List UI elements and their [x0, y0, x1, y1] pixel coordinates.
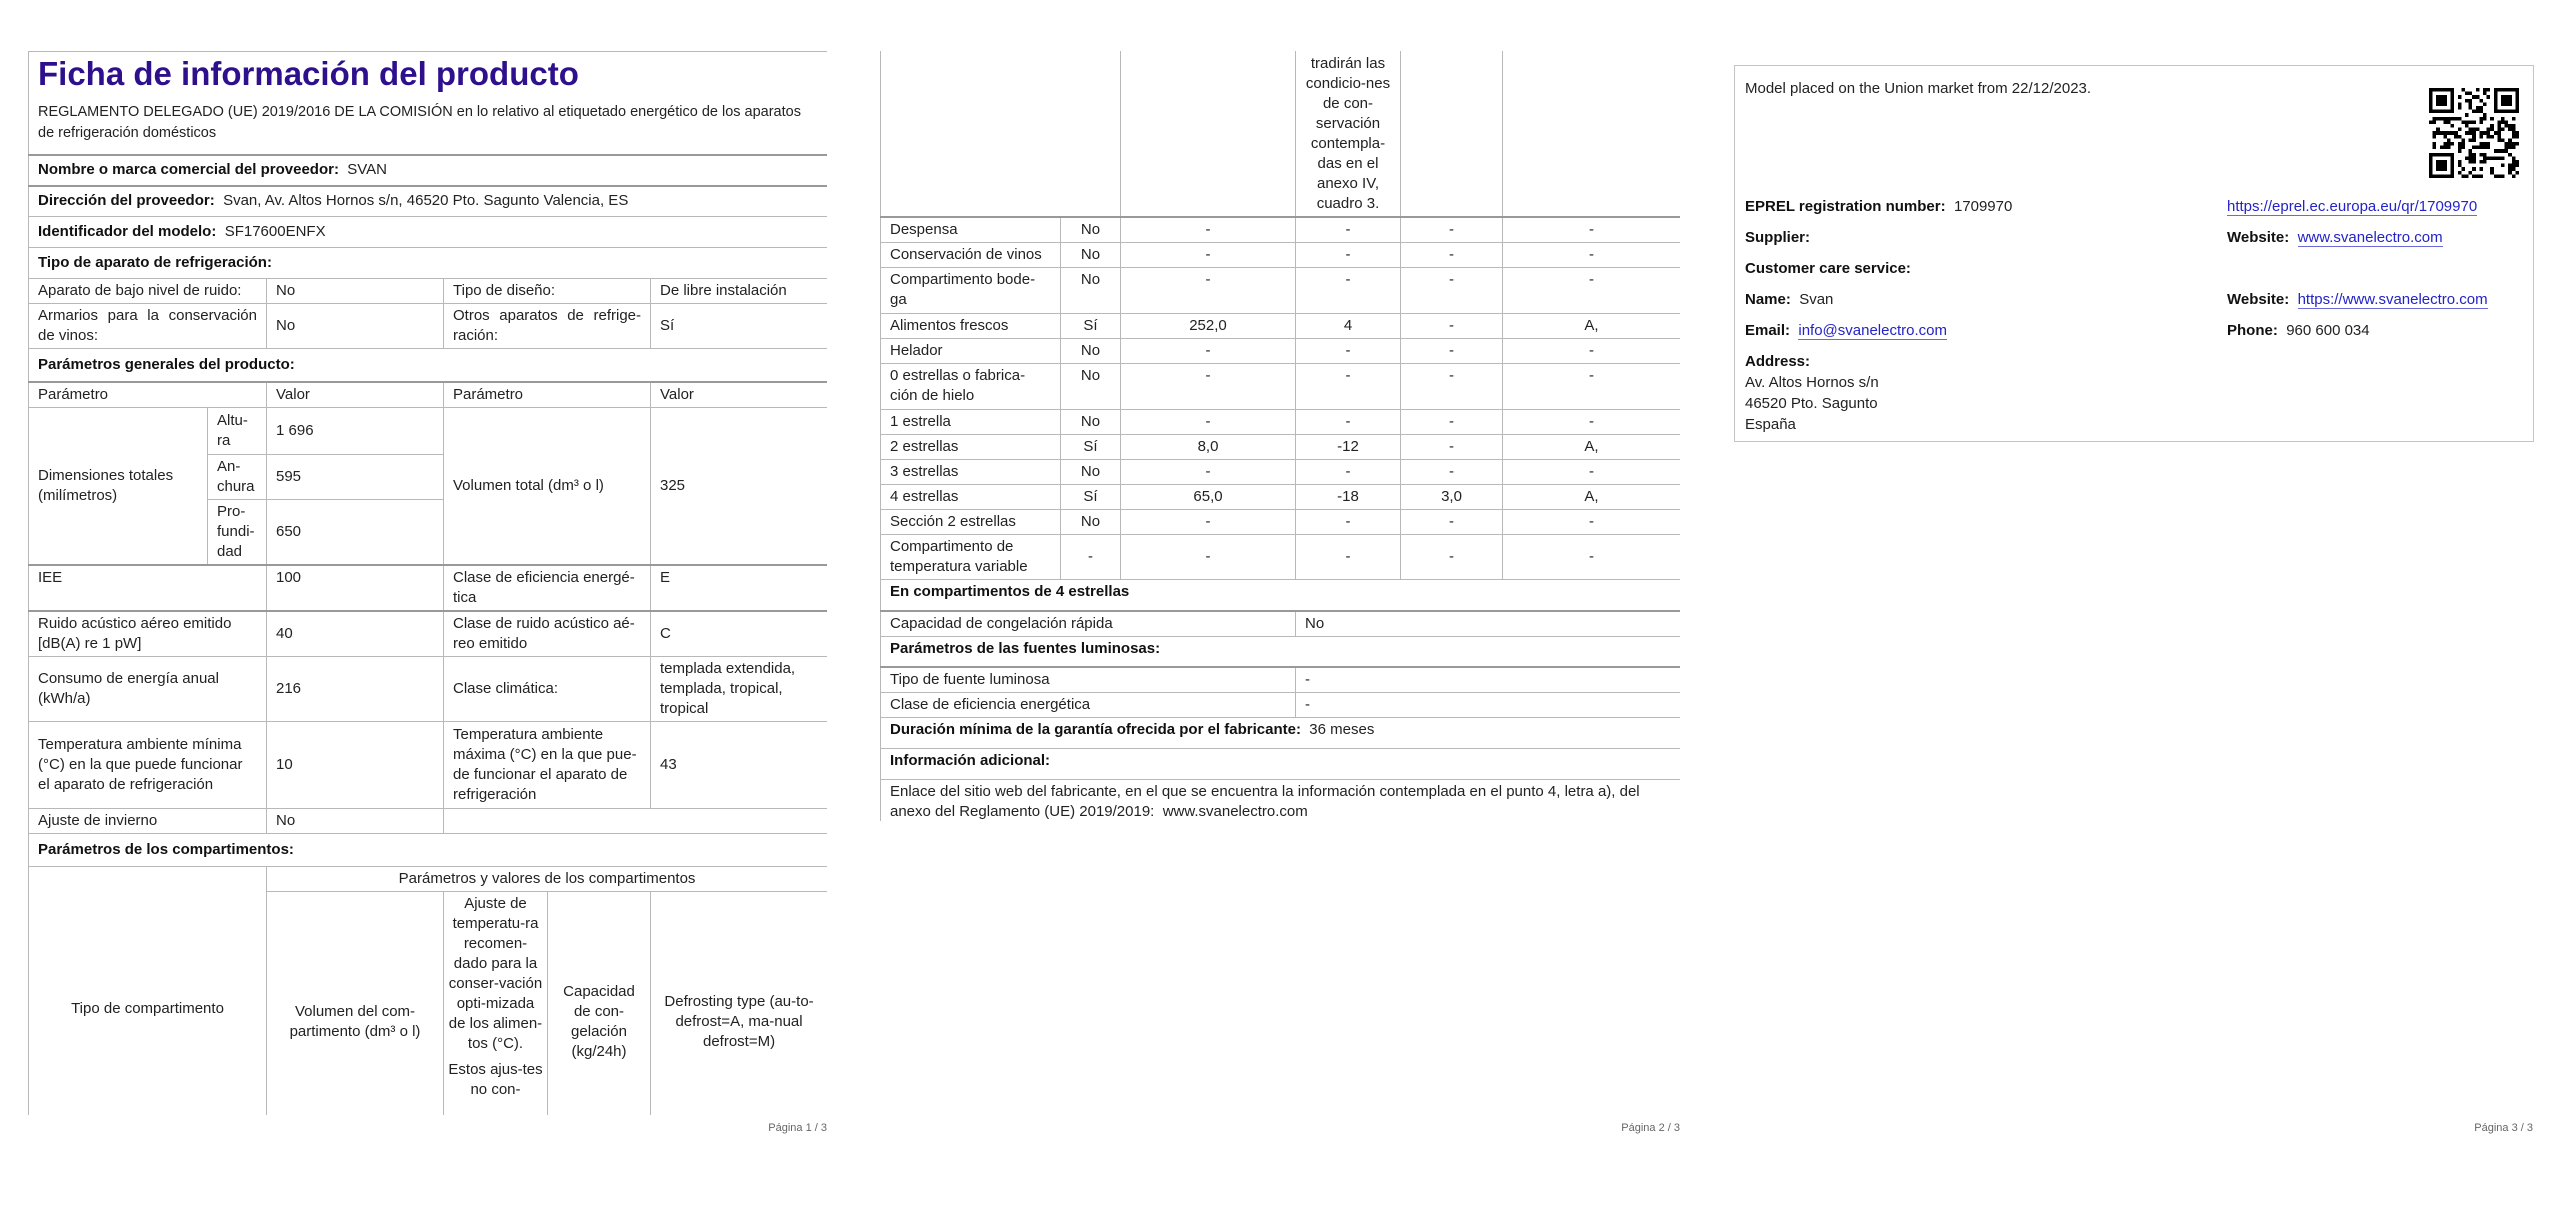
fast-freeze-label: Capacidad de congelación rápida — [881, 611, 1296, 637]
compart-params-header: Parámetros y valores de los compartimentos — [267, 867, 828, 892]
compartment-freeze: - — [1401, 339, 1503, 364]
eprel-value: 1709970 — [1953, 198, 2013, 215]
page-2 — [880, 51, 1680, 821]
noise-label: Ruido acústico aéreo emitido [dB(A) re 1 pW] — [29, 611, 267, 657]
compartment-volume: - — [1121, 535, 1296, 580]
model-value: SF17600ENFX — [224, 223, 326, 240]
compartment-name: 1 estrella — [881, 410, 1061, 435]
eei-label: IEE — [29, 565, 267, 611]
page-3-eprel-box — [1734, 65, 2534, 442]
compartment-temp: - — [1296, 268, 1401, 314]
compartment-defrost: - — [1503, 217, 1681, 243]
compartment-present: - — [1061, 535, 1121, 580]
address-value: Svan, Av. Altos Hornos s/n, 46520 Pto. Sagunto Valencia, ES — [223, 192, 629, 210]
address-line-1: Av. Altos Hornos s/n — [1745, 374, 1879, 391]
light-class-label: Clase de eficiencia energética — [881, 693, 1296, 718]
compartment-defrost: - — [1503, 339, 1681, 364]
eprel-link[interactable]: https://eprel.ec.europa.eu/qr/1709970 — [2227, 198, 2478, 215]
depth-value: 650 — [267, 499, 444, 565]
compartment-freeze: - — [1401, 510, 1503, 535]
fast-freeze-value: No — [1296, 611, 1681, 637]
compartment-row — [881, 364, 1681, 410]
energy-label: Consumo de energía anual (kWh/a) — [29, 657, 267, 722]
compartment-defrost: - — [1503, 460, 1681, 485]
compartment-defrost: - — [1503, 243, 1681, 268]
compartment-present: No — [1061, 243, 1121, 268]
compartment-volume: 65,0 — [1121, 485, 1296, 510]
page-3-footer: Página 3 / 3 — [2474, 1122, 2533, 1134]
compartment-temp: - — [1296, 339, 1401, 364]
warranty-label: Duración mínima de la garantía ofrecida por el fabricante: — [890, 721, 1301, 738]
compartment-name: Conservación de vinos — [881, 243, 1061, 268]
supplier-website-label: Website: — [2227, 229, 2290, 246]
page-2-footer: Página 2 / 3 — [1621, 1122, 1680, 1134]
compartment-volume: - — [1121, 243, 1296, 268]
compartment-freeze: - — [1401, 268, 1503, 314]
climate-value: templada extendida, templada, tropical, tropical — [651, 657, 828, 722]
care-website-link[interactable]: https://www.svanelectro.com — [2297, 291, 2488, 308]
light-class-value: - — [1296, 693, 1681, 718]
compart-temp-header-b: Estos ajus-tes no con- — [448, 1061, 543, 1098]
compartment-volume: - — [1121, 217, 1296, 243]
additional-link[interactable]: www.svanelectro.com — [1162, 803, 1308, 820]
height-value: 1 696 — [267, 407, 444, 454]
compart-type-header: Tipo de compartimento — [29, 867, 267, 1116]
compartment-name: 0 estrellas o fabrica-ción de hielo — [881, 364, 1061, 410]
other-label: Otros aparatos de refrige-ración: — [444, 304, 651, 349]
dims-label: Dimensiones totales (milímetros) — [29, 407, 208, 565]
supplier-value: SVAN — [347, 161, 388, 178]
compartment-volume: - — [1121, 268, 1296, 314]
low-noise-label: Aparato de bajo nivel de ruido: — [29, 279, 267, 304]
compartment-defrost: A, — [1503, 435, 1681, 460]
col-value: Valor — [267, 382, 444, 408]
compartment-name: 2 estrellas — [881, 435, 1061, 460]
compartments-table — [880, 51, 1680, 821]
market-date: Model placed on the Union market from 22/12/2023. — [1745, 80, 2092, 97]
compartment-volume: - — [1121, 410, 1296, 435]
address-heading: Address: — [1745, 353, 1811, 370]
compart-freeze-header: Capacidad de con-gelación (kg/24h) — [548, 892, 651, 1116]
compartment-row — [881, 217, 1681, 243]
name-label: Name: — [1745, 291, 1791, 308]
compartment-name: 4 estrellas — [881, 485, 1061, 510]
depth-label: Pro-fundi-dad — [208, 499, 267, 565]
compart-heading: Parámetros de los compartimentos: — [38, 841, 294, 858]
name-value: Svan — [1799, 291, 1834, 308]
noise-class-label: Clase de ruido acústico aé-reo emitido — [444, 611, 651, 657]
compart-temp-header-continued: tradirán las condicio-nes de con-servación contempla-das en el anexo IV, cuadro 3. — [1296, 51, 1401, 217]
compartment-temp: - — [1296, 510, 1401, 535]
general-heading: Parámetros generales del producto: — [38, 355, 295, 373]
width-label: An-chura — [208, 454, 267, 499]
col-param: Parámetro — [29, 382, 267, 408]
compartment-present: No — [1061, 339, 1121, 364]
regulation-text: REGLAMENTO DELEGADO (UE) 2019/2016 DE LA COMISIÓN en lo relativo al etiquetado energético de los aparatos de refrigeración domésticos — [38, 104, 801, 141]
compartment-freeze: - — [1401, 364, 1503, 410]
compartment-defrost: - — [1503, 268, 1681, 314]
eei-value: 100 — [267, 565, 444, 611]
additional-heading: Información adicional: — [890, 752, 1051, 769]
compartment-present: No — [1061, 364, 1121, 410]
care-website-label: Website: — [2227, 291, 2290, 308]
compartment-row — [881, 535, 1681, 580]
page-1 — [28, 51, 827, 1115]
compartment-volume: 252,0 — [1121, 314, 1296, 339]
compart-temp-header — [444, 892, 548, 1116]
compartment-temp: - — [1296, 217, 1401, 243]
compartment-defrost: - — [1503, 535, 1681, 580]
compartment-volume: - — [1121, 339, 1296, 364]
compartment-volume: 8,0 — [1121, 435, 1296, 460]
compartment-freeze: - — [1401, 243, 1503, 268]
compartment-temp: - — [1296, 410, 1401, 435]
page-1-footer: Página 1 / 3 — [768, 1122, 827, 1134]
compartment-temp: - — [1296, 243, 1401, 268]
compartment-temp: 4 — [1296, 314, 1401, 339]
eclass-label: Clase de eficiencia energé-tica — [444, 565, 651, 611]
height-label: Altu-ra — [208, 407, 267, 454]
compartment-defrost: - — [1503, 510, 1681, 535]
compartment-row — [881, 510, 1681, 535]
compartment-freeze: 3,0 — [1401, 485, 1503, 510]
address-line-3: España — [1745, 416, 1796, 433]
care-heading: Customer care service: — [1745, 260, 1911, 277]
light-heading: Parámetros de las fuentes luminosas: — [890, 639, 1161, 657]
compartment-present: No — [1061, 268, 1121, 314]
compartment-volume: - — [1121, 510, 1296, 535]
noise-class-value: C — [651, 611, 828, 657]
product-info-table — [28, 51, 827, 1115]
email-link[interactable]: info@svanelectro.com — [1798, 322, 1947, 339]
eclass-value: E — [651, 565, 828, 611]
energy-value: 216 — [267, 657, 444, 722]
address-label: Dirección del proveedor: — [38, 192, 215, 210]
compartment-defrost: - — [1503, 410, 1681, 435]
qr-code[interactable] — [2429, 88, 2519, 178]
four-star-heading: En compartimentos de 4 estrellas — [890, 583, 1130, 600]
light-type-value: - — [1296, 667, 1681, 693]
col-value-2: Valor — [651, 382, 828, 408]
compartment-present: No — [1061, 217, 1121, 243]
compartment-name: Compartimento bode-ga — [881, 268, 1061, 314]
compartment-row — [881, 314, 1681, 339]
other-value: Sí — [651, 304, 828, 349]
compartment-temp: -12 — [1296, 435, 1401, 460]
compartment-freeze: - — [1401, 460, 1503, 485]
type-heading: Tipo de aparato de refrigeración: — [38, 254, 272, 271]
tmin-value: 10 — [267, 722, 444, 809]
compart-defrost-header: Defrosting type (au-to-defrost=A, ma-nual defrost=M) — [651, 892, 828, 1116]
compartment-present: Sí — [1061, 314, 1121, 339]
compartment-freeze: - — [1401, 217, 1503, 243]
compartment-row — [881, 339, 1681, 364]
supplier-heading: Supplier: — [1745, 229, 1811, 246]
additional-text: Enlace del sitio web del fabricante, en el que se encuentra la información contemplada en el punto 4, letra a), del anexo del Reglamento (UE) 2019/2019: — [890, 783, 1640, 820]
volume-value: 325 — [651, 407, 828, 565]
supplier-label: Nombre o marca comercial del proveedor: — [38, 161, 339, 178]
compartment-row — [881, 410, 1681, 435]
compartment-present: Sí — [1061, 485, 1121, 510]
email-label: Email: — [1745, 322, 1791, 339]
compartment-volume: - — [1121, 460, 1296, 485]
compartment-volume: - — [1121, 364, 1296, 410]
compartment-freeze: - — [1401, 314, 1503, 339]
eprel-label: EPREL registration number: — [1745, 198, 1946, 215]
compartment-defrost: A, — [1503, 314, 1681, 339]
tmin-label: Temperatura ambiente mínima (°C) en la que puede funcionar el aparato de refrigeración — [29, 722, 267, 809]
phone-value: 960 600 034 — [2286, 322, 2370, 339]
compartment-defrost: - — [1503, 364, 1681, 410]
compartment-temp: - — [1296, 535, 1401, 580]
compartment-freeze: - — [1401, 410, 1503, 435]
compartment-freeze: - — [1401, 535, 1503, 580]
phone-label: Phone: — [2227, 322, 2278, 339]
compartment-name: Compartimento de temperatura variable — [881, 535, 1061, 580]
compartment-temp: - — [1296, 364, 1401, 410]
compart-volume-header: Volumen del com-partimento (dm³ o l) — [267, 892, 444, 1116]
wine-value: No — [267, 304, 444, 349]
compartment-name: Helador — [881, 339, 1061, 364]
compartment-row — [881, 485, 1681, 510]
compartment-present: No — [1061, 410, 1121, 435]
compartment-defrost: A, — [1503, 485, 1681, 510]
compartment-present: No — [1061, 460, 1121, 485]
winter-label: Ajuste de invierno — [29, 809, 267, 834]
col-param-2: Parámetro — [444, 382, 651, 408]
tmax-value: 43 — [651, 722, 828, 809]
tmax-label: Temperatura ambiente máxima (°C) en la que pue-de funcionar el aparato de refrigeración — [444, 722, 651, 809]
supplier-website-link[interactable]: www.svanelectro.com — [2297, 229, 2443, 246]
width-value: 595 — [267, 454, 444, 499]
compartment-freeze: - — [1401, 435, 1503, 460]
design-label: Tipo de diseño: — [444, 279, 651, 304]
compart-temp-header-a: Ajuste de temperatu-ra recomen-dado para la conser-vación opti-mizada de los alimen-tos (°C). — [448, 895, 543, 1052]
design-value: De libre instalación — [651, 279, 828, 304]
noise-value: 40 — [267, 611, 444, 657]
winter-value: No — [267, 809, 444, 834]
compartment-row — [881, 243, 1681, 268]
compartment-temp: - — [1296, 460, 1401, 485]
compartment-name: Despensa — [881, 217, 1061, 243]
page-title: Ficha de información del producto — [38, 55, 579, 92]
compartment-row — [881, 268, 1681, 314]
compartment-name: 3 estrellas — [881, 460, 1061, 485]
compartment-temp: -18 — [1296, 485, 1401, 510]
low-noise-value: No — [267, 279, 444, 304]
model-label: Identificador del modelo: — [38, 223, 217, 240]
address-line-2: 46520 Pto. Sagunto — [1745, 395, 1878, 412]
compartment-row — [881, 435, 1681, 460]
climate-label: Clase climática: — [444, 657, 651, 722]
compartment-row — [881, 460, 1681, 485]
compartment-present: Sí — [1061, 435, 1121, 460]
light-type-label: Tipo de fuente luminosa — [881, 667, 1296, 693]
wine-label: Armarios para la conservación de vinos: — [29, 304, 267, 349]
warranty-value: 36 meses — [1309, 721, 1375, 738]
volume-label: Volumen total (dm³ o l) — [444, 407, 651, 565]
compartment-present: No — [1061, 510, 1121, 535]
compartment-name: Sección 2 estrellas — [881, 510, 1061, 535]
compartment-name: Alimentos frescos — [881, 314, 1061, 339]
